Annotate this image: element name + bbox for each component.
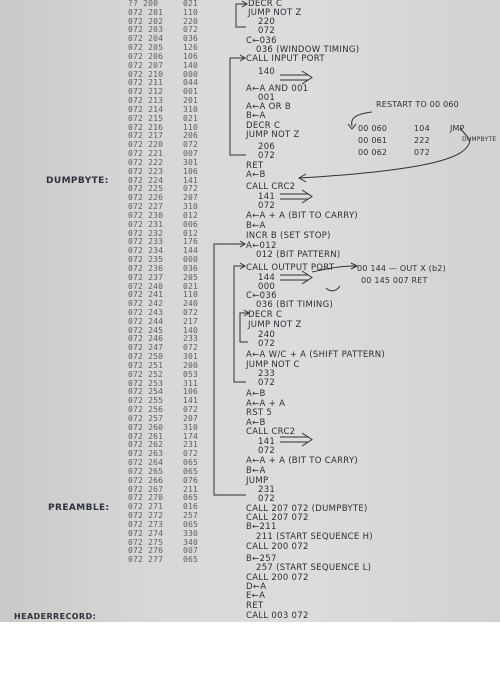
instr-14: JUMP NOT Z	[246, 130, 300, 140]
call-arrow-4	[280, 433, 312, 446]
octal-cell: 217	[183, 316, 199, 326]
address-cell: 072 212	[128, 87, 164, 97]
instr-47: A←A + A (BIT TO CARRY)	[246, 456, 359, 466]
restart-row-2-addr: 00 061	[358, 136, 388, 145]
instr-32: DECR C	[248, 310, 283, 320]
octal-cell: 072	[183, 184, 199, 194]
restart-row-1-addr: 00 060	[358, 124, 388, 133]
instr-20: 141	[258, 192, 276, 202]
address-cell: 072 232	[128, 228, 164, 238]
restart-row-2-code: 222	[414, 136, 430, 145]
octal-cell: 065	[183, 458, 199, 468]
octal-cell: 021	[183, 281, 199, 291]
instr-26: 012 (BIT PATTERN)	[256, 250, 341, 260]
octal-cell: 176	[183, 237, 199, 247]
instr-13: DECR C	[246, 121, 281, 131]
octal-cell: 301	[183, 157, 199, 167]
address-cell: 072 236	[128, 263, 164, 273]
address-cell: 072 220	[128, 140, 164, 150]
address-cell: 072 265	[128, 466, 164, 476]
instr-18: A←B	[246, 170, 266, 180]
octal-cell: 044	[183, 78, 199, 88]
instr-49: JUMP	[246, 476, 269, 486]
octal-cell: 072	[183, 140, 199, 150]
address-cell: 072 201	[128, 7, 164, 17]
octal-cell: 000	[183, 255, 199, 265]
octal-cell: 144	[183, 246, 199, 256]
address-cell: 072 261	[128, 431, 164, 441]
output-note-curve	[312, 266, 356, 272]
address-cell: 072 234	[128, 246, 164, 256]
octal-cell: 311	[183, 378, 199, 388]
octal-cell: 016	[183, 502, 199, 512]
instr-54: B←211	[246, 522, 277, 532]
address-cell: 072 266	[128, 475, 164, 485]
loop-bracket-timing	[240, 313, 248, 342]
address-cell: 072 254	[128, 387, 164, 397]
octal-cell: 126	[183, 43, 199, 53]
address-cell: 072 256	[128, 405, 164, 415]
octal-cell: 036	[183, 34, 199, 44]
address-cell: 072 250	[128, 352, 164, 362]
instr-35: 072	[258, 339, 276, 349]
address-cell: 072 277	[128, 555, 164, 565]
instr-37: JUMP NOT C	[246, 360, 300, 370]
instr-23: B←A	[246, 221, 266, 231]
restart-row-3-addr: 00 062	[358, 148, 388, 157]
instr-46: 072	[258, 446, 276, 456]
octal-cell: 205	[183, 272, 199, 282]
address-cell: 072 221	[128, 149, 164, 159]
restart-row-1-op: JMP	[450, 124, 465, 133]
address-cell: 072 230	[128, 210, 164, 220]
address-cell: 072 233	[128, 237, 164, 247]
address-cell: 072 224	[128, 175, 164, 185]
restart-row-2-op: DUMPBYTE	[462, 136, 497, 143]
octal-cell: 240	[183, 299, 199, 309]
octal-cell: 012	[183, 228, 199, 238]
restart-row-3-code: 072	[414, 148, 430, 157]
octal-cell: 065	[183, 493, 199, 503]
address-cell: 072 276	[128, 546, 164, 556]
loop-bracket-jump	[214, 244, 246, 495]
address-cell: 072 255	[128, 396, 164, 406]
address-cell: 072 241	[128, 290, 164, 300]
address-cell: 072 231	[128, 219, 164, 229]
octal-cell: 206	[183, 131, 199, 141]
instr-33: JUMP NOT Z	[248, 320, 302, 330]
call-arrow-2	[280, 190, 312, 203]
address-cell: 072 251	[128, 360, 164, 370]
instr-57: B←257	[246, 554, 277, 564]
instr-21: 072	[258, 201, 276, 211]
address-cell: 072 240	[128, 281, 164, 291]
call-arrow-3	[280, 271, 312, 284]
address-cell: 072 214	[128, 104, 164, 114]
instr-2: JUMP NOT Z	[248, 8, 302, 18]
instr-19: CALL CRC2	[246, 182, 296, 192]
octal-cell: 007	[183, 149, 199, 159]
address-cell: 072 253	[128, 378, 164, 388]
instr-25: A←012	[246, 241, 277, 251]
octal-cell: 072	[183, 405, 199, 415]
octal-cell: 021	[183, 0, 199, 8]
instr-41: A←A + A	[246, 399, 286, 409]
instr-52: CALL 207 072 (DUMPBYTE)	[246, 504, 368, 514]
instr-4: 072	[258, 26, 276, 36]
address-cell: 072 242	[128, 299, 164, 309]
instr-50: 231	[258, 485, 276, 495]
octal-cell: 001	[183, 87, 199, 97]
address-cell: 072 202	[128, 16, 164, 26]
instr-30: C←036	[246, 291, 277, 301]
address-cell: 072 211	[128, 78, 164, 88]
address-cell: 072 216	[128, 122, 164, 132]
octal-cell: 220	[183, 16, 199, 26]
instr-62: RET	[246, 601, 264, 611]
octal-cell: 340	[183, 537, 199, 547]
octal-cell: 106	[183, 166, 199, 176]
instr-51: 072	[258, 494, 276, 504]
octal-cell: 110	[183, 7, 199, 17]
address-cell: 072 227	[128, 202, 164, 212]
instr-22: A←A + A (BIT TO CARRY)	[246, 211, 359, 221]
instr-53: CALL 207 072	[246, 513, 309, 523]
instr-59: CALL 200 072	[246, 573, 309, 583]
address-cell: 072 264	[128, 458, 164, 468]
instr-36: A←A W/C + A (SHIFT PATTERN)	[246, 350, 385, 360]
octal-cell: 006	[183, 219, 199, 229]
octal-cell: 053	[183, 369, 199, 379]
address-cell: 072 257	[128, 413, 164, 423]
octal-cell: 110	[183, 290, 199, 300]
octal-cell: 140	[183, 60, 199, 70]
octal-cell: 072	[183, 25, 199, 35]
address-cell: 072 275	[128, 537, 164, 547]
octal-cell: 072	[183, 449, 199, 459]
instr-6: 036 (WINDOW TIMING)	[256, 45, 360, 55]
address-cell: 072 246	[128, 334, 164, 344]
octal-cell: 076	[183, 475, 199, 485]
octal-cell: 330	[183, 528, 199, 538]
instr-29: 000	[258, 282, 276, 292]
restart-row-1-code: 104	[414, 124, 430, 133]
octal-cell: 065	[183, 519, 199, 529]
output-note-line-1: 00 144 — OUT X (b2)	[357, 264, 446, 273]
loop-bracket-2	[230, 58, 246, 155]
loop-bracket-1	[236, 4, 246, 27]
instr-60: D←A	[246, 582, 267, 592]
octal-cell: 072	[183, 343, 199, 353]
address-cell: 072 273	[128, 519, 164, 529]
octal-cell: 021	[183, 113, 199, 123]
dumpbyte-label: DUMPBYTE:	[46, 176, 109, 186]
octal-cell: 200	[183, 360, 199, 370]
octal-cell: 233	[183, 334, 199, 344]
instr-55: 211 (START SEQUENCE H)	[256, 532, 373, 542]
octal-cell: 140	[183, 325, 199, 335]
call-arrow-1	[280, 71, 312, 84]
address-cell: 072 207	[128, 60, 164, 70]
instr-34: 240	[258, 330, 276, 340]
octal-cell: 201	[183, 96, 199, 106]
address-cell: 072 237	[128, 272, 164, 282]
dumpbyte-tick	[460, 128, 470, 140]
instr-8: 140	[258, 67, 276, 77]
octal-cell: 301	[183, 352, 199, 362]
instr-24: INCR B (SET STOP)	[246, 231, 331, 241]
instr-17: RET	[246, 161, 264, 171]
address-cell: 072 210	[128, 69, 164, 79]
address-cell: 072 223	[128, 166, 164, 176]
address-cell: 072 217	[128, 131, 164, 141]
octal-cell: 065	[183, 555, 199, 565]
octal-cell: 257	[183, 511, 199, 521]
address-cell: 072 247	[128, 343, 164, 353]
address-cell: 072 226	[128, 193, 164, 203]
octal-cell: 141	[183, 396, 199, 406]
octal-cell: 310	[183, 422, 199, 432]
address-cell: 072 263	[128, 449, 164, 459]
octal-cell: 000	[183, 69, 199, 79]
octal-cell: 036	[183, 263, 199, 273]
instr-7: CALL INPUT PORT	[246, 54, 325, 64]
instr-16: 072	[258, 151, 276, 161]
restart-title: RESTART TO 00 060	[376, 100, 459, 109]
instr-11: A←A OR B	[246, 102, 291, 112]
octal-cell: 007	[183, 546, 199, 556]
octal-cell: 174	[183, 431, 199, 441]
address-cell: 072 260	[128, 422, 164, 432]
dumpbyte-line	[300, 140, 470, 178]
octal-cell: 310	[183, 104, 199, 114]
instr-42: RST 5	[246, 408, 273, 418]
instr-28: 144	[258, 273, 276, 283]
address-cell: 072 235	[128, 255, 164, 265]
address-cell: 072 204	[128, 34, 164, 44]
address-cell: 072 203	[128, 25, 164, 35]
instr-44: CALL CRC2	[246, 427, 296, 437]
instr-40: A←B	[246, 389, 266, 399]
instr-61: E←A	[246, 591, 266, 601]
address-cell: 072 262	[128, 440, 164, 450]
instr-1: DECR C	[248, 0, 283, 9]
instr-63: CALL 003 072	[246, 611, 309, 621]
instr-10: 001	[258, 93, 276, 103]
address-cell: 072 225	[128, 184, 164, 194]
instr-12: B←A	[246, 111, 266, 121]
instr-38: 233	[258, 369, 276, 379]
instr-58: 257 (START SEQUENCE L)	[256, 563, 372, 573]
instr-5: C←036	[246, 36, 277, 46]
address-cell: 072 213	[128, 96, 164, 106]
instr-56: CALL 200 072	[246, 542, 309, 552]
address-cell: 072 206	[128, 51, 164, 61]
octal-cell: 110	[183, 122, 199, 132]
address-cell: 072 274	[128, 528, 164, 538]
address-cell: 072 243	[128, 307, 164, 317]
instr-45: 141	[258, 437, 276, 447]
address-cell: 072 252	[128, 369, 164, 379]
restart-brace	[352, 112, 372, 126]
output-note-wave	[326, 286, 340, 291]
address-cell: 072 272	[128, 511, 164, 521]
address-cell: 072 267	[128, 484, 164, 494]
preamble-label: PREAMBLE:	[48, 503, 110, 513]
instr-43: A←B	[246, 418, 266, 428]
instr-48: B←A	[246, 466, 266, 476]
address-cell: 072 270	[128, 493, 164, 503]
address-cell: 072 244	[128, 316, 164, 326]
octal-cell: 231	[183, 440, 199, 450]
octal-cell: 012	[183, 210, 199, 220]
octal-cell: 106	[183, 387, 199, 397]
octal-cell: 207	[183, 193, 199, 203]
address-cell: 072 245	[128, 325, 164, 335]
instr-27: CALL OUTPUT PORT	[246, 263, 335, 273]
instr-39: 072	[258, 378, 276, 388]
instr-3: 220	[258, 17, 276, 27]
output-note-line-2: 00 145 007 RET	[361, 276, 428, 285]
address-cell: 072 205	[128, 43, 164, 53]
octal-cell: 310	[183, 202, 199, 212]
octal-cell: 211	[183, 484, 199, 494]
octal-cell: 207	[183, 413, 199, 423]
octal-cell: 065	[183, 466, 199, 476]
address-cell: 072 271	[128, 502, 164, 512]
address-cell: 072 222	[128, 157, 164, 167]
octal-cell: 072	[183, 307, 199, 317]
instr-31: 036 (BIT TIMING)	[256, 300, 334, 310]
octal-cell: 106	[183, 51, 199, 61]
headerrecord-label: HEADERRECORD:	[14, 612, 97, 621]
instr-15: 206	[258, 142, 276, 152]
address-cell: 072 215	[128, 113, 164, 123]
address-cell: ?? 200	[128, 0, 159, 8]
octal-cell: 141	[183, 175, 199, 185]
instr-9: A←A AND 001	[246, 84, 309, 94]
